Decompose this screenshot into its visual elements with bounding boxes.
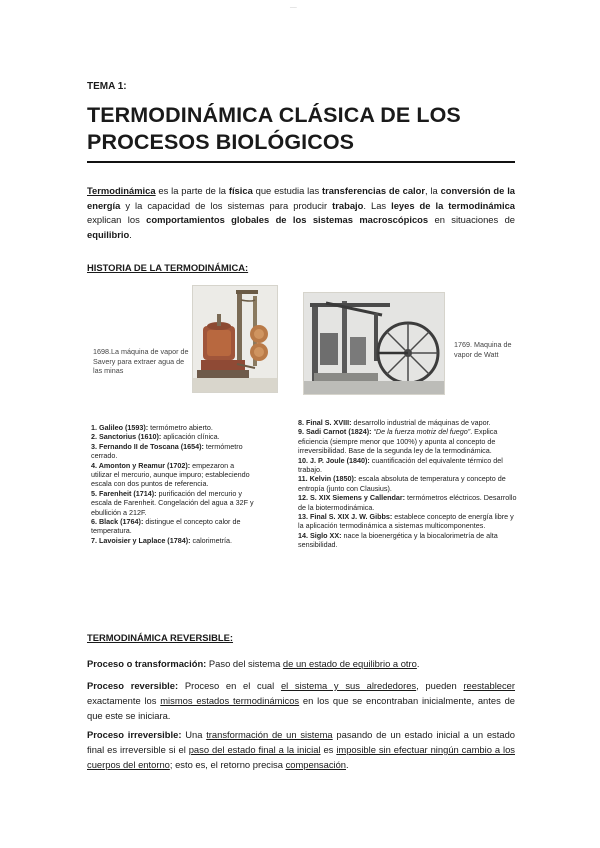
timeline-item-text: . Explica eficiencia (siempre menor que 100%) y apunta al concepto de irreversibilidad. Base de la segunda ley de la termodinámica. [298,427,498,456]
timeline-item [298,427,520,455]
timeline-item-label: 7. Lavoisier y Laplace (1784): [91,535,191,545]
timeline-item-label: 3. Fernando II de Toscana (1654): [91,441,204,451]
timeline-item-label: 11. Kelvin (1850): [298,474,357,484]
timeline-item-text: calorimetría. [190,535,233,545]
definition-underlined: paso del estado final a la inicial [188,744,321,755]
timeline-item-label: 6. Black (1764): [91,517,144,527]
timeline-item-label: 14. Siglo XX: [298,530,342,540]
timeline-item [298,531,520,550]
timeline-item-label: 10. J. P. Joule (1840): [298,455,370,465]
title-line-2: PROCESOS BIOLÓGICOS [87,130,355,154]
timeline-item-label: 9. Sadi Carnot (1824): [298,427,372,437]
definition-text: Una [181,729,207,740]
timeline-item [91,432,256,441]
timeline-item-text: escala absoluta de temperatura y concepto de entropía (junto con Clausius). [298,474,506,493]
timeline-item-text: termómetro cerrado. [91,441,243,461]
timeline-item [91,423,256,432]
term-termodinamica: Termodinámica [87,185,156,196]
tema-label: TEMA 1: [87,81,127,92]
definition-text: , pueden [416,680,464,691]
intro-bold: equilibrio [87,228,130,240]
timeline-item-quote: “De la fuerza motriz del fuego” [373,427,471,437]
intro-paragraph [87,184,515,242]
timeline-item-text: aplicación clínica. [161,432,220,442]
definition-label: Proceso o transformación: [87,658,207,669]
intro-text: . [129,228,132,240]
savery-engine-image [192,285,278,393]
timeline-item-label: 4. Amonton y Reamur (1702): [91,460,191,470]
definition-underlined: reestablecer [463,680,516,691]
timeline-item [298,474,520,493]
timeline-item-text: desarrollo industrial de máquinas de vapor. [351,418,491,427]
definition-text: Paso del sistema [206,658,283,669]
definition-proceso [87,656,515,671]
timeline-item-label: 2. Sanctorius (1610): [91,432,162,442]
timeline-item-text: cuantificación del equivalente térmico del trabajo. [298,455,503,475]
timeline-item-label: 13. Final S. XIX J. W. Gibbs: [298,512,393,522]
timeline-item-label: 5. Farenheit (1714): [91,488,157,498]
watt-engine-drawing [304,293,445,395]
page-title [87,102,527,156]
intro-text: en situaciones de [428,214,515,225]
intro-text: es la parte de la [155,185,229,196]
timeline-item [91,442,256,461]
timeline-item [91,536,256,545]
timeline-item-text: empezaron a utilizar el mercurio, aunque impuro; estableciendo escala con dos puntos de referencia. [91,460,250,489]
definition-text: Proceso en el cual [178,680,281,691]
timeline-item-text: termómetro abierto. [148,423,213,432]
definition-text: ; esto es, el retorno precisa [169,759,286,770]
definition-text: es [320,744,337,755]
definition-text: pasando de un estado inicial a un estado final es irreversible si el [87,729,515,755]
definition-text: . [346,759,349,770]
intro-bold: trabajo [332,199,364,211]
title-divider [87,161,515,163]
timeline-item [298,418,520,427]
timeline-left [91,423,256,545]
intro-bold: transferencias de calor [321,185,426,196]
intro-text: , la [425,185,441,196]
intro-text: y la capacidad de los sistemas para producir [120,199,333,211]
timeline-item [91,517,256,536]
definition-text: exactamente los [87,695,161,706]
definition-reversible [87,678,515,723]
timeline-item [298,512,520,531]
definition-text: en los que se encontraban inicialmente, antes de que este se iniciara. [87,695,515,721]
watt-engine-image [303,292,445,395]
intro-bold: física [228,185,253,196]
timeline-item [91,461,256,489]
intro-text: que estudia las [252,185,322,196]
timeline-item-text: nace la bioenergética y la biocalorimetría de alta sensibilidad. [298,530,498,550]
title-line-1: TERMODINÁMICA CLÁSICA DE LOS [87,103,461,127]
savery-engine-drawing [193,286,278,393]
definition-underlined: transformación de un sistema [206,729,333,740]
timeline-item [298,456,520,475]
caption-savery: 1698.La máquina de vapor de Savery para extraer agua de las minas [93,347,189,375]
timeline-item-text: establece concepto de energía libre y la aplicación termodinámica a sistemas multicomponentes. [298,512,514,531]
intro-text: explican los [87,214,147,225]
timeline-item-label: 8. Final S. XVIII: [298,418,352,427]
timeline-item-text: purificación del mercurio y escala de Farenheit. Congelación del agua a 32F y ebullición a 212F. [91,488,254,517]
timeline-item-text: termómetros eléctricos. Desarrollo de la biotermodinámica. [298,493,517,512]
reversible-heading: TERMODINÁMICA REVERSIBLE: [87,632,234,643]
page-mark: ___ [290,3,297,8]
timeline-item-text: distingue el concepto calor de temperatura. [91,517,241,536]
definition-underlined: imposible sin efectuar ningún cambio a los cuerpos del entorno [87,744,515,770]
definition-label: Proceso reversible: [87,680,179,691]
intro-bold: leyes de la termodinámica [391,199,515,211]
definition-irreversible [87,727,515,772]
timeline-item [91,489,256,517]
timeline-item [298,493,520,512]
timeline-item-label: 1. Galileo (1593): [91,423,149,432]
caption-watt: 1769. Maquina de vapor de Watt [454,340,512,359]
definition-underlined: compensación [285,759,347,770]
definition-underlined: de un estado de equilibrio a otro [282,658,417,669]
definition-label: Proceso irreversible: [87,729,182,740]
intro-bold: conversión de la energía [87,185,516,211]
timeline-right [298,418,520,550]
definition-text: . [416,658,420,669]
timeline-item-label: 12. S. XIX Siemens y Callendar: [298,493,406,503]
intro-text: . Las [363,199,392,211]
historia-heading: HISTORIA DE LA TERMODINÁMICA: [87,262,249,273]
intro-bold: comportamientos globales de los sistemas macroscópicos [146,214,429,225]
definition-underlined: mismos estados termodinámicos [160,695,300,706]
definition-underlined: el sistema y sus alrededores [280,680,417,691]
